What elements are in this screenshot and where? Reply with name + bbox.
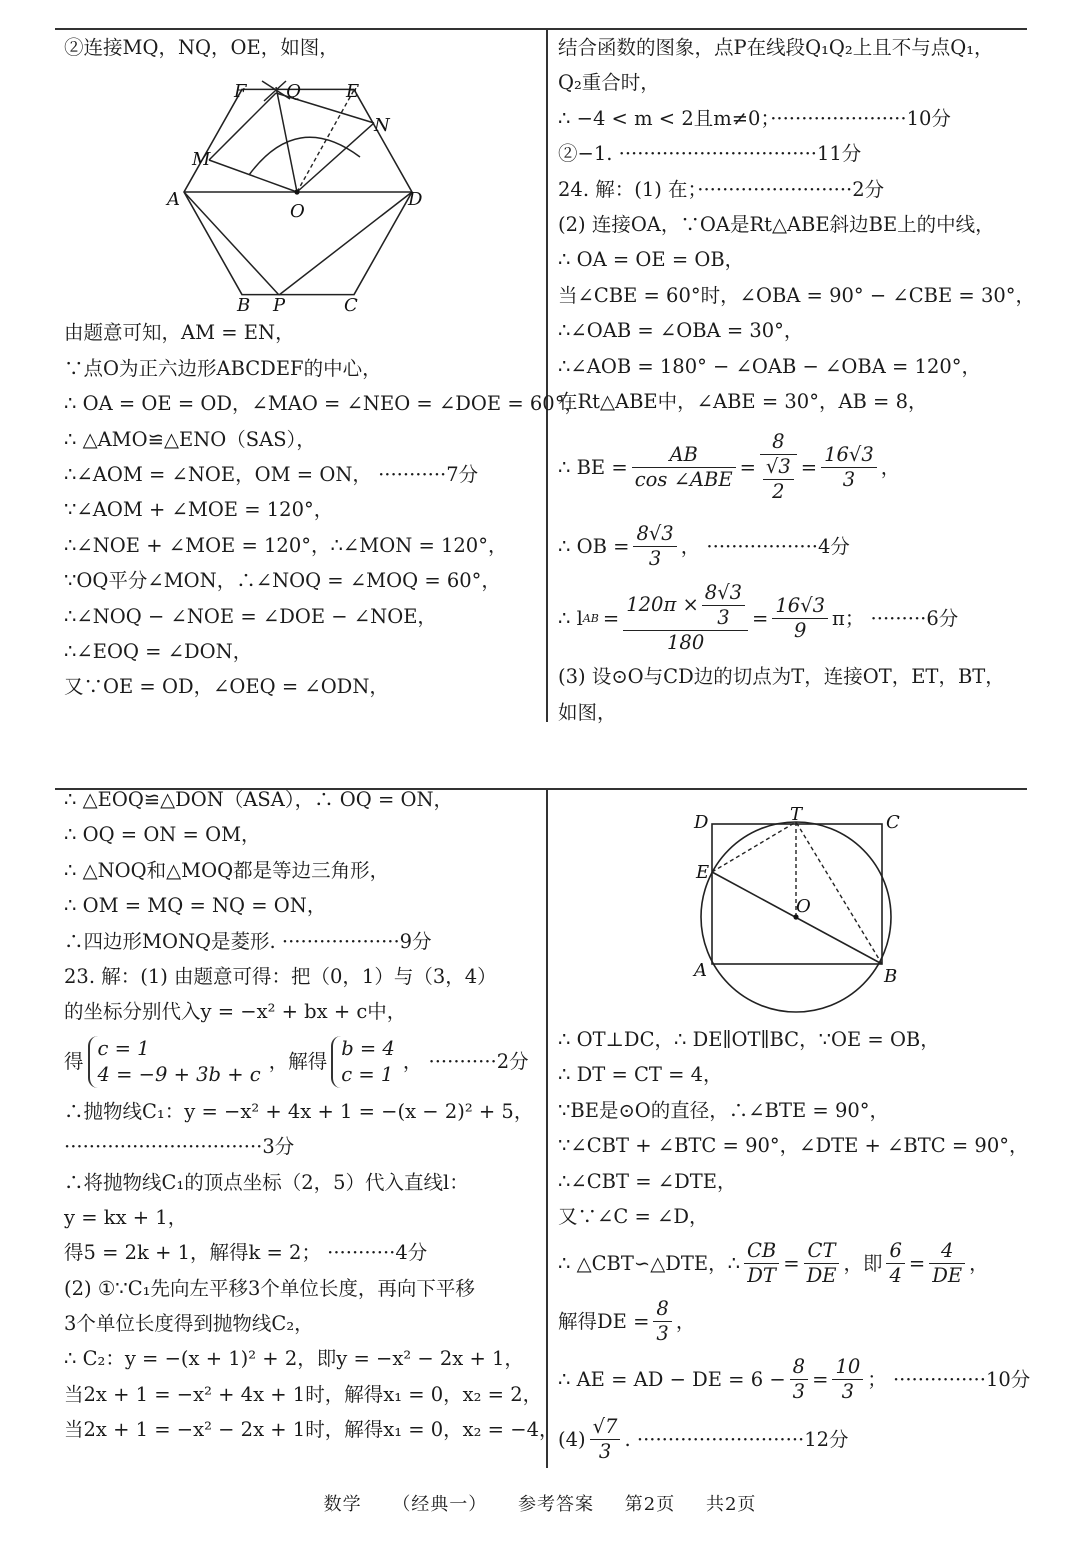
text-line: ②连接MQ，NQ，OE，如图， xyxy=(64,36,339,59)
label-F: F xyxy=(234,81,247,103)
fraction: $\frac{4}{DE}$ xyxy=(929,1239,965,1288)
footer-total: 共2页 xyxy=(705,1494,757,1515)
fraction: $\frac{16√3}{3}$ xyxy=(821,443,877,492)
text-line: ∴ OT⊥DC，∴ DE∥OT∥BC，∵OE = OB， xyxy=(558,1028,940,1051)
text-line: ∴ △NOQ和△MOQ都是等边三角形， xyxy=(64,858,390,882)
text-line: 又∵OE = OD，∠OEQ = ∠ODN， xyxy=(64,675,389,699)
segment-BT xyxy=(796,822,882,964)
rectangle-ABCD xyxy=(712,824,882,964)
text-line: 在Rt△ABE中，∠ABE = 30°，AB = 8， xyxy=(558,389,928,413)
label-C: C xyxy=(886,812,900,833)
text-line: 又∵∠C = ∠D， xyxy=(558,1204,709,1228)
formula-similar: ∴ △CBT∽△DTE，∴ $\frac{CB}{DT}$ = $\frac{CT}{DE}$ ，即 $\frac{6}{4}$ = $\frac{4}{DE}$ ， xyxy=(558,1238,989,1287)
text-line: ∴将抛物线C₁的顶点坐标（2，5）代入直线l： xyxy=(64,1170,469,1194)
label-Q: Q xyxy=(286,81,301,103)
fraction: $\frac{8}{3}$ xyxy=(653,1297,671,1346)
formula-q4: (4) $\frac{√7}{3}$ . ···························12分 xyxy=(558,1414,849,1463)
label-M: M xyxy=(192,149,211,171)
label-B: B xyxy=(884,966,898,987)
text-line: 结合函数的图象，点P在线段Q₁Q₂上且不与点Q₁， xyxy=(558,36,994,59)
text-line: ································3分 xyxy=(64,1135,295,1159)
text-line: 当2x + 1 = −x² + 4x + 1时，解得x₁ = 0，x₂ = 2， xyxy=(64,1382,543,1406)
text-line: 得5 = 2k + 1，解得k = 2； ···········4分 xyxy=(64,1241,428,1265)
label-C: C xyxy=(344,295,358,316)
fraction: $\frac{16√3}{9}$ xyxy=(772,594,828,643)
panel1-left-column xyxy=(64,30,584,705)
label-B: B xyxy=(237,295,251,316)
page-footer xyxy=(0,1490,1080,1516)
text-line: ∴ OQ = ON = OM， xyxy=(64,823,261,847)
panel2-right-column xyxy=(558,794,1031,1470)
footer-page: 第2页 xyxy=(624,1494,676,1515)
segment-OE-dashed xyxy=(297,90,354,192)
fraction: $\frac{CT}{DE}$ xyxy=(804,1239,840,1288)
text-line: ∴ −4 < m < 2且m≠0；······················10分 xyxy=(558,106,951,130)
text-line: ∴∠AOB = 180° − ∠OAB − ∠OBA = 120°， xyxy=(558,354,982,378)
system-brace: c = 1 4 = −9 + 3b + c xyxy=(88,1036,265,1088)
footer-subject: 数学 xyxy=(323,1494,362,1515)
formula-ae: ∴ AE = AD − DE = 6 − $\frac{8}{3}$ = $\frac{10}{3}$ ； ···············10分 xyxy=(558,1354,1031,1403)
label-A: A xyxy=(694,960,707,981)
formula-ob: ∴ OB = $\frac{8√3}{3}$ ， ··················4分 xyxy=(558,521,850,570)
fraction: $\frac{√7}{3}$ xyxy=(590,1415,621,1464)
text-line: ∴ OA = OE = OB， xyxy=(558,248,745,272)
text-line: 的坐标分别代入y = −x² + bx + c中， xyxy=(64,1000,407,1024)
text-line: ∵BE是⊙O的直径，∴∠BTE = 90°， xyxy=(558,1098,890,1122)
fraction: $\frac{CB}{DT}$ xyxy=(744,1239,779,1288)
text-line: ∴ OM = MQ = NQ = ON， xyxy=(64,894,327,918)
text-line: y = kx + 1， xyxy=(64,1205,188,1229)
footer-edition: （经典一） xyxy=(392,1494,488,1515)
segment-OM xyxy=(209,160,297,192)
text-line: (2) 连接OA，∵OA是Rt△ABE斜边BE上的中线， xyxy=(558,212,995,236)
text-line: ∴∠CBT = ∠DTE， xyxy=(558,1169,737,1193)
label-O: O xyxy=(290,201,305,223)
panel1-right-column xyxy=(558,30,1036,730)
text-line: 由题意可知，AM = EN， xyxy=(64,321,295,345)
formula-de: 解得DE = $\frac{8}{3}$ ， xyxy=(558,1296,696,1345)
label-T: T xyxy=(790,804,803,825)
label-O: O xyxy=(796,896,811,917)
fraction: $\frac{8}{3}$ xyxy=(790,1355,808,1404)
label-E: E xyxy=(696,862,710,883)
text-line: ∴四边形MONQ是菱形. ···················9分 xyxy=(64,929,432,953)
text-line: ∴ C₂：y = −(x + 1)² + 2，即y = −x² − 2x + 1， xyxy=(64,1347,524,1371)
text-line: Q₂重合时， xyxy=(558,71,660,95)
text-line: ∴ OA = OE = OD，∠MAO = ∠NEO = ∠DOE = 60°， xyxy=(64,392,584,416)
text-line: ∵∠AOM + ∠MOE = 120°， xyxy=(64,498,334,522)
label-D: D xyxy=(694,812,709,833)
label-A: A xyxy=(167,189,180,211)
text-line: ②−1. ································11分 xyxy=(558,142,862,166)
fraction: $\frac{10}{3}$ xyxy=(832,1355,863,1404)
column-divider-panel2 xyxy=(546,788,548,1468)
text-line: (3) 设⊙O与CD边的切点为T，连接OT，ET，BT， xyxy=(558,665,1005,689)
panel2-left-column xyxy=(64,782,559,1448)
text-line: ∵OQ平分∠MON，∴∠NOQ = ∠MOQ = 60°， xyxy=(64,569,501,593)
segment-AP xyxy=(184,192,279,295)
equation-system: 得 c = 1 4 = −9 + 3b + c ，解得 b = 4 c = 1 ， ···········2分 xyxy=(64,1036,529,1086)
text-line: ∴ DT = CT = 4， xyxy=(558,1063,723,1087)
label-E: E xyxy=(346,81,360,103)
label-P: P xyxy=(273,295,286,316)
formula-be: ∴ BE = $\frac{AB}{\text{cos ∠ABE}}$ = $\frac{8}{\frac{√3}{2}}$ = $\frac{16√3}{3}$ ， xyxy=(558,430,901,504)
fraction: $\frac{8√3}{3}$ xyxy=(633,522,676,571)
circle-rectangle-figure xyxy=(558,794,1028,1022)
text-line: 当∠CBE = 60°时，∠OBA = 90° − ∠CBE = 30°， xyxy=(558,283,1036,307)
fraction: $\frac{6}{4}$ xyxy=(886,1239,904,1288)
fraction: $\frac{AB}{\text{cos ∠ABE}}$ xyxy=(632,443,736,492)
text-line: 如图， xyxy=(558,700,617,724)
text-line: (2) ①∵C₁先向左平移3个单位长度，再向下平移 xyxy=(64,1276,475,1300)
text-line: ∴∠EOQ = ∠DON， xyxy=(64,639,253,663)
text-line: ∴∠OAB = ∠OBA = 30°， xyxy=(558,319,804,343)
text-line: ∴∠NOQ − ∠NOE = ∠DOE − ∠NOE， xyxy=(64,604,437,628)
text-line: 23. 解：(1) 由题意可得：把（0，1）与（3，4） xyxy=(64,964,497,988)
label-D: D xyxy=(408,189,423,211)
column-divider-panel1 xyxy=(546,28,548,722)
formula-arc-length: ∴ l AB = 120π × $\frac{8√3}{3}$ 180 = $\frac{16√3}{9}$ π； ·········6分 xyxy=(558,581,959,655)
label-N: N xyxy=(374,115,390,137)
text-line: 3个单位长度得到抛物线C₂， xyxy=(64,1312,314,1336)
footer-doc: 参考答案 xyxy=(518,1494,595,1515)
text-line: ∵点O为正六边形ABCDEF的中心， xyxy=(64,356,382,380)
segment-MQ xyxy=(209,93,276,160)
text-line: 当2x + 1 = −x² − 2x + 1时，解得x₁ = 0，x₂ = −4， xyxy=(64,1418,559,1442)
fraction: $\frac{8}{\frac{√3}{2}}$ xyxy=(760,430,797,504)
text-line: ∴ △EOQ≌△DON（ASA），∴ OQ = ON， xyxy=(64,788,454,811)
fraction: 120π × $\frac{8√3}{3}$ 180 xyxy=(623,581,748,655)
text-line: ∵∠CBT + ∠BTC = 90°，∠DTE + ∠BTC = 90°， xyxy=(558,1134,1029,1158)
system-brace: b = 4 c = 1 xyxy=(331,1036,399,1088)
arc-MON xyxy=(249,138,360,176)
text-line: ∴ △AMO≌△ENO（SAS）， xyxy=(64,427,316,451)
hexagon-figure xyxy=(64,65,542,315)
text-line: ∴∠NOE + ∠MOE = 120°，∴∠MON = 120°， xyxy=(64,533,508,557)
text-line: 24. 解：(1) 在；·························2分 xyxy=(558,177,885,201)
segment-ET xyxy=(712,822,796,872)
segment-ON xyxy=(297,123,374,192)
text-line: ∴∠AOM = ∠NOE，OM = ON， ···········7分 xyxy=(64,462,479,486)
text-line: ∴抛物线C₁：y = −x² + 4x + 1 = −(x − 2)² + 5， xyxy=(64,1099,534,1123)
